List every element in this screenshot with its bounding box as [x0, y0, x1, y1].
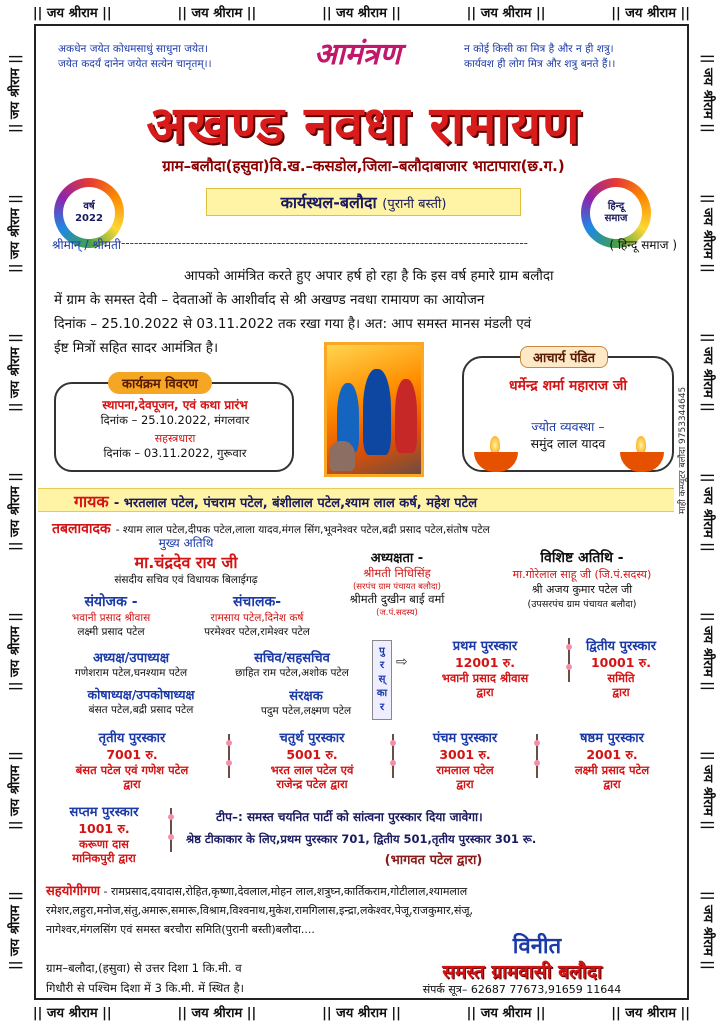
prize-3-sponsor: बंसत पटेल एवं गणेश पटेल — [75, 763, 189, 777]
ram-figure — [363, 369, 391, 455]
prize-6 — [542, 728, 682, 791]
invitee-blank: ---------------------------------------------------------------------------------------------- — [120, 236, 528, 250]
invitee-suffix: ( हिन्दू समाज ) — [609, 238, 677, 252]
puraskar-vertical-label — [372, 640, 392, 720]
hanuman-figure — [329, 441, 355, 471]
patron-label: संरक्षक — [289, 689, 323, 704]
acharya-name: धर्मेन्द्र शर्मा महाराज जी — [508, 378, 628, 394]
vinit-label: विनीत — [512, 934, 562, 959]
sita-figure — [395, 379, 417, 453]
program-item-1: स्थापना,देवपूजन, एवं कथा प्रारंभ — [102, 398, 248, 412]
prize-7-by: मानिकपुरी द्वारा — [72, 851, 136, 865]
prize-1 — [410, 636, 560, 699]
note-sponsor: (भागवत पटेल द्वारा) — [384, 853, 483, 868]
prize-5 — [400, 728, 530, 791]
president-names: गणेशराम पटेल,घनश्याम पटेल — [74, 667, 188, 679]
border-text: || जय श्रीराम || — [32, 1006, 112, 1021]
bottom-border-strip — [0, 1000, 723, 1024]
director-name-2: परमेश्वर पटेल,रामेश्वर पटेल — [204, 626, 310, 638]
venue-box — [206, 188, 521, 216]
border-text: || जय श्रीराम || — [177, 6, 257, 21]
puraskar-char: स् — [378, 674, 386, 685]
prize-5-by: द्वारा — [456, 777, 474, 791]
patron — [246, 686, 366, 718]
program-item-2-date: दिनांक – 03.11.2022, गुरूवार — [103, 446, 247, 460]
prize-6-amount: 2001 रु. — [586, 747, 638, 762]
prize-4-amount: 5001 रु. — [286, 747, 338, 762]
prize-7-sponsor: करूणा दास — [79, 837, 129, 851]
shloka-left-line-1: अकधेन जयेत कोधमसाधुं साधुना जयेत। — [58, 43, 209, 55]
prize-4-sponsor: भरत लाल पटेल एवं — [270, 763, 354, 777]
puraskar-char: र — [379, 702, 385, 713]
chief-guest-post: संसदीय सचिव एवं विधायक बिलाईगढ़ — [114, 574, 258, 586]
presidency-post-2: (ज.पं.सदस्य) — [376, 608, 418, 618]
tabla-label: तबलावादक — [52, 521, 111, 537]
prize-7 — [44, 802, 164, 865]
presidency-label: अध्यक्षता - — [370, 551, 424, 566]
shloka-left — [58, 42, 212, 72]
prize-2-title: द्वितीय पुरस्कार — [585, 639, 657, 654]
year-badge-year: 2022 — [75, 213, 103, 224]
top-border-strip — [0, 0, 723, 24]
treasurer-label: कोषाध्यक्ष/उपकोषाध्यक्ष — [87, 687, 195, 702]
treasurer-names: बंसत पटेल,बद्री प्रसाद पटेल — [88, 704, 194, 716]
main-title: अखण्ड नवधा रामायण — [146, 96, 581, 156]
convener-name-1: भवानी प्रसाद श्रीवास — [71, 612, 151, 624]
border-text: || जय श्रीराम || — [8, 890, 23, 970]
border-text: || जय श्रीराम || — [322, 6, 401, 21]
supporters-label: सहयोगीगण — [46, 884, 101, 899]
prize-7-title: सप्तम पुरस्कार — [69, 805, 139, 820]
prize-6-title: षष्ठम पुरस्कार — [580, 731, 644, 746]
chief-guest-label: मुख्य अतिथि — [158, 536, 214, 550]
prize-2 — [556, 636, 686, 699]
blossom-branch-icon — [170, 808, 180, 852]
side-credit: माही कम्प्यूटर बलौदा 9753344645 — [678, 386, 688, 514]
direction-line-2: गिधौरी से पश्चिम दिशा में 3 कि.मी. में स्थित है। — [46, 981, 244, 995]
secretary — [222, 648, 362, 680]
presidency — [312, 548, 482, 618]
puraskar-char: का — [376, 688, 388, 699]
prize-1-title: प्रथम पुरस्कार — [452, 639, 518, 654]
border-text: || जय श्रीराम || — [700, 193, 715, 273]
border-text: || जय श्रीराम || — [322, 1006, 401, 1021]
puraskar-char: र — [379, 660, 385, 671]
invitation-line-2: में ग्राम के समस्त देवी – देवताओं के आशीर्वाद से श्री अखण्ड नवधा रामायण का आयोजन — [54, 292, 485, 308]
prize-6-by: द्वारा — [603, 777, 621, 791]
prize-1-sponsor: भवानी प्रसाद श्रीवास — [441, 671, 529, 685]
invitee-label: श्रीमान् / श्रीमती — [52, 238, 121, 252]
prize-5-sponsor: रामलाल पटेल — [436, 763, 494, 777]
prize-5-amount: 3001 रु. — [439, 747, 491, 762]
puraskar-char: पु — [379, 646, 385, 657]
prize-6-sponsor: लक्ष्मी प्रसाद पटेल — [574, 763, 650, 777]
prize-3-amount: 7001 रु. — [106, 747, 158, 762]
border-text: || जय श्रीराम || — [611, 1006, 691, 1021]
border-text: || जय श्रीराम || — [466, 6, 546, 21]
border-text: || जय श्रीराम || — [8, 54, 23, 134]
badge-hindu: हिन्दू — [607, 201, 625, 212]
border-text: || जय श्रीराम || — [700, 333, 715, 412]
prize-2-sponsor: समिति — [607, 671, 635, 685]
program-items — [62, 396, 288, 461]
presidency-post-1: (सरपंच ग्राम पंचायत बलौदा) — [352, 582, 441, 592]
border-text: || जय श्रीराम || — [700, 890, 715, 970]
arrow-right-icon: ⇨ — [396, 654, 408, 670]
supporters-line-3: नागेश्वर,मंगलसिंग एवं समस्त बरचौरा समिति(पुरानी बस्ती)बलौदा.... — [46, 923, 315, 936]
ram-darbar-image — [324, 342, 424, 477]
director-label: संचालक- — [232, 594, 282, 610]
acharya-heading: आचार्य पंडित — [520, 346, 608, 368]
border-text: || जय श्रीराम || — [466, 1006, 546, 1021]
right-border-strip — [691, 24, 723, 1000]
border-text: || जय श्रीराम || — [32, 6, 112, 21]
shloka-right-line-1: न कोई किसी का मित्र है और न ही शत्रु। — [464, 43, 614, 55]
venue-note: (पुरानी बस्ती) — [382, 197, 447, 212]
program-heading: कार्यक्रम विवरण — [108, 372, 212, 394]
shloka-right — [464, 42, 615, 72]
shloka-left-line-2: जयेत कदर्यं दानेन जयेत सत्येन चानृतम्।। — [58, 58, 212, 70]
diya-right-icon — [618, 436, 668, 472]
jyot-label: ज्योत व्यवस्था – — [531, 419, 605, 434]
border-text: || जय श्रीराम || — [177, 1006, 257, 1021]
note-consolation: टीप–: समस्त चयनित पार्टी को सांत्वना पुरस्कार दिया जावेगा। — [216, 810, 483, 824]
border-text: || जय श्रीराम || — [8, 333, 23, 412]
presidency-name-2: श्रीमती दुखीन बाई वर्मा — [349, 592, 445, 606]
invitation-line-1: आपको आमंत्रित करते हुए अपार हर्ष हो रहा है कि इस वर्ष हमारे ग्राम बलौदा — [184, 268, 554, 284]
prize-2-by: द्वारा — [612, 685, 630, 699]
program-item-1-date: दिनांक – 25.10.2022, मंगलवार — [100, 413, 250, 427]
singers-line — [74, 490, 477, 512]
director-name-1: रामसाय पटेल,दिनेश कर्ष — [210, 612, 304, 624]
special-guest-post-2: (उपसरपंच ग्राम पंचायत बलौदा) — [527, 599, 637, 610]
tabla-names: - श्याम लाल पटेल,दीपक पटेल,लाला यादव,मंगल सिंग,भूवनेश्वर पटेल,बद्री प्रसाद पटेल,संतोष पटेल — [115, 524, 490, 536]
treasurer — [46, 686, 236, 717]
president — [46, 648, 216, 680]
left-border-strip — [0, 24, 32, 1000]
prize-3-by: द्वारा — [123, 777, 141, 791]
venue-label: कार्यस्थल-बलौदा — [280, 193, 377, 212]
singers-names: - भरतलाल पटेल, पंचराम पटेल, बंशीलाल पटेल,श्याम लाल कर्ष, महेश पटेल — [113, 496, 478, 511]
program-item-2: सहस्त्रधारा — [154, 432, 196, 445]
directions — [46, 958, 244, 998]
border-text: || जय श्रीराम || — [700, 612, 715, 691]
special-guest-label: विशिष्ट अतिथि - — [540, 550, 624, 566]
border-text: || जय श्रीराम || — [611, 6, 691, 21]
convener-label: संयोजक - — [84, 594, 138, 610]
note-commentator-prizes: श्रेष्ठ टीकाकार के लिए,प्रथम पुरस्कार 701, द्वितीय 501,तृतीय पुरस्कार 301 रू. — [186, 832, 537, 846]
border-text: || जय श्रीराम || — [8, 472, 23, 552]
supporters-line-1: - रामप्रसाद,दयादास,रोहित,कृष्णा,देवलाल,मोहन लाल,शत्रुघ्न,कार्तिकराम,गोटीलाल,श्यामलाल — [103, 885, 468, 898]
president-label: अध्यक्ष/उपाध्यक्ष — [92, 651, 170, 666]
villagers-signature: समस्त ग्रामवासी बलौदा — [442, 961, 602, 983]
secretary-names: छाहित राम पटेल,अशोक पटेल — [235, 667, 349, 679]
convener-name-2: लक्ष्मी प्रसाद पटेल — [77, 626, 145, 638]
patron-names: पदुम पटेल,लक्ष्मण पटेल — [260, 705, 352, 717]
convener — [46, 592, 176, 639]
supporters-line-2: रमेशर,लहुरा,मनोज,संतु,अमारू,समारू,विश्राम,विश्वनाथ,मुकेश,रामगिलास,इन्द्रा,लकेश्वर,पेजू,राजकुमार,संजू, — [46, 904, 474, 917]
logo-amantran: आमंत्रण — [314, 37, 401, 72]
director — [182, 592, 332, 639]
diya-left-icon — [472, 436, 522, 472]
badge-samaj: समाज — [604, 213, 628, 224]
special-guest-name-1: मा.गोरेलाल साहू जी (जि.पं.सदस्य) — [512, 568, 652, 581]
chief-guest — [76, 534, 296, 587]
secretary-label: सचिव/सहसचिव — [254, 651, 330, 666]
prize-3-title: तृतीय पुरस्कार — [98, 731, 166, 746]
border-text: || जय श्रीराम || — [8, 193, 23, 273]
jyot-name: समुंद लाल यादव — [530, 436, 606, 451]
prize-1-amount: 12001 रु. — [454, 655, 516, 670]
border-text: || जय श्रीराम || — [700, 54, 715, 134]
chief-guest-name: मा.चंद्रदेव राय जी — [134, 553, 238, 572]
border-text: || जय श्रीराम || — [700, 751, 715, 831]
invitation-line-4: ईष्ट मित्रों सहित सादर आमंत्रित है। — [54, 340, 219, 356]
singers-label: गायक — [74, 492, 109, 511]
contact-line: संपर्क सूत्र– 62687 77673,91659 11644 — [422, 983, 622, 996]
border-text: || जय श्रीराम || — [8, 751, 23, 831]
prize-7-amount: 1001 रु. — [78, 821, 130, 836]
prize-5-title: पंचम पुरस्कार — [432, 731, 498, 746]
invitee-line — [52, 236, 677, 253]
border-text: || जय श्रीराम || — [8, 612, 23, 691]
prize-1-by: द्वारा — [476, 685, 494, 699]
prize-4 — [232, 728, 392, 791]
village-address: ग्राम–बलौदा(हसुवा)वि.ख.–कसडोल,जिला–बलौदाबाजार भाटापारा(छ.ग.) — [162, 157, 565, 175]
special-guest-name-2: श्री अजय कुमार पटेल जी — [531, 583, 633, 596]
direction-line-1: ग्राम–बलौदा,(हसुवा) से उत्तर दिशा 1 कि.मी. व — [46, 961, 242, 975]
invitation-line-3: दिनांक – 25.10.2022 से 03.11.2022 तक रखा गया है। अत: आप समस्त मानस मंडली एवं — [54, 316, 532, 332]
notes — [186, 806, 681, 872]
invitation-card — [34, 24, 689, 1000]
shloka-right-line-2: कार्यवश ही लोग मित्र और शत्रु बनते हैं।। — [464, 58, 616, 70]
special-guest — [484, 548, 680, 610]
presidency-name-1: श्रीमती निधिसिंह — [363, 566, 431, 580]
prize-2-amount: 10001 रु. — [590, 655, 652, 670]
prize-4-title: चतुर्थ पुरस्कार — [279, 731, 345, 746]
border-text: || जय श्रीराम || — [700, 472, 715, 552]
prize-3 — [42, 728, 222, 791]
prize-4-by: राजेन्द्र पटेल द्वारा — [276, 777, 348, 791]
year-badge-label: वर्ष — [83, 201, 95, 212]
